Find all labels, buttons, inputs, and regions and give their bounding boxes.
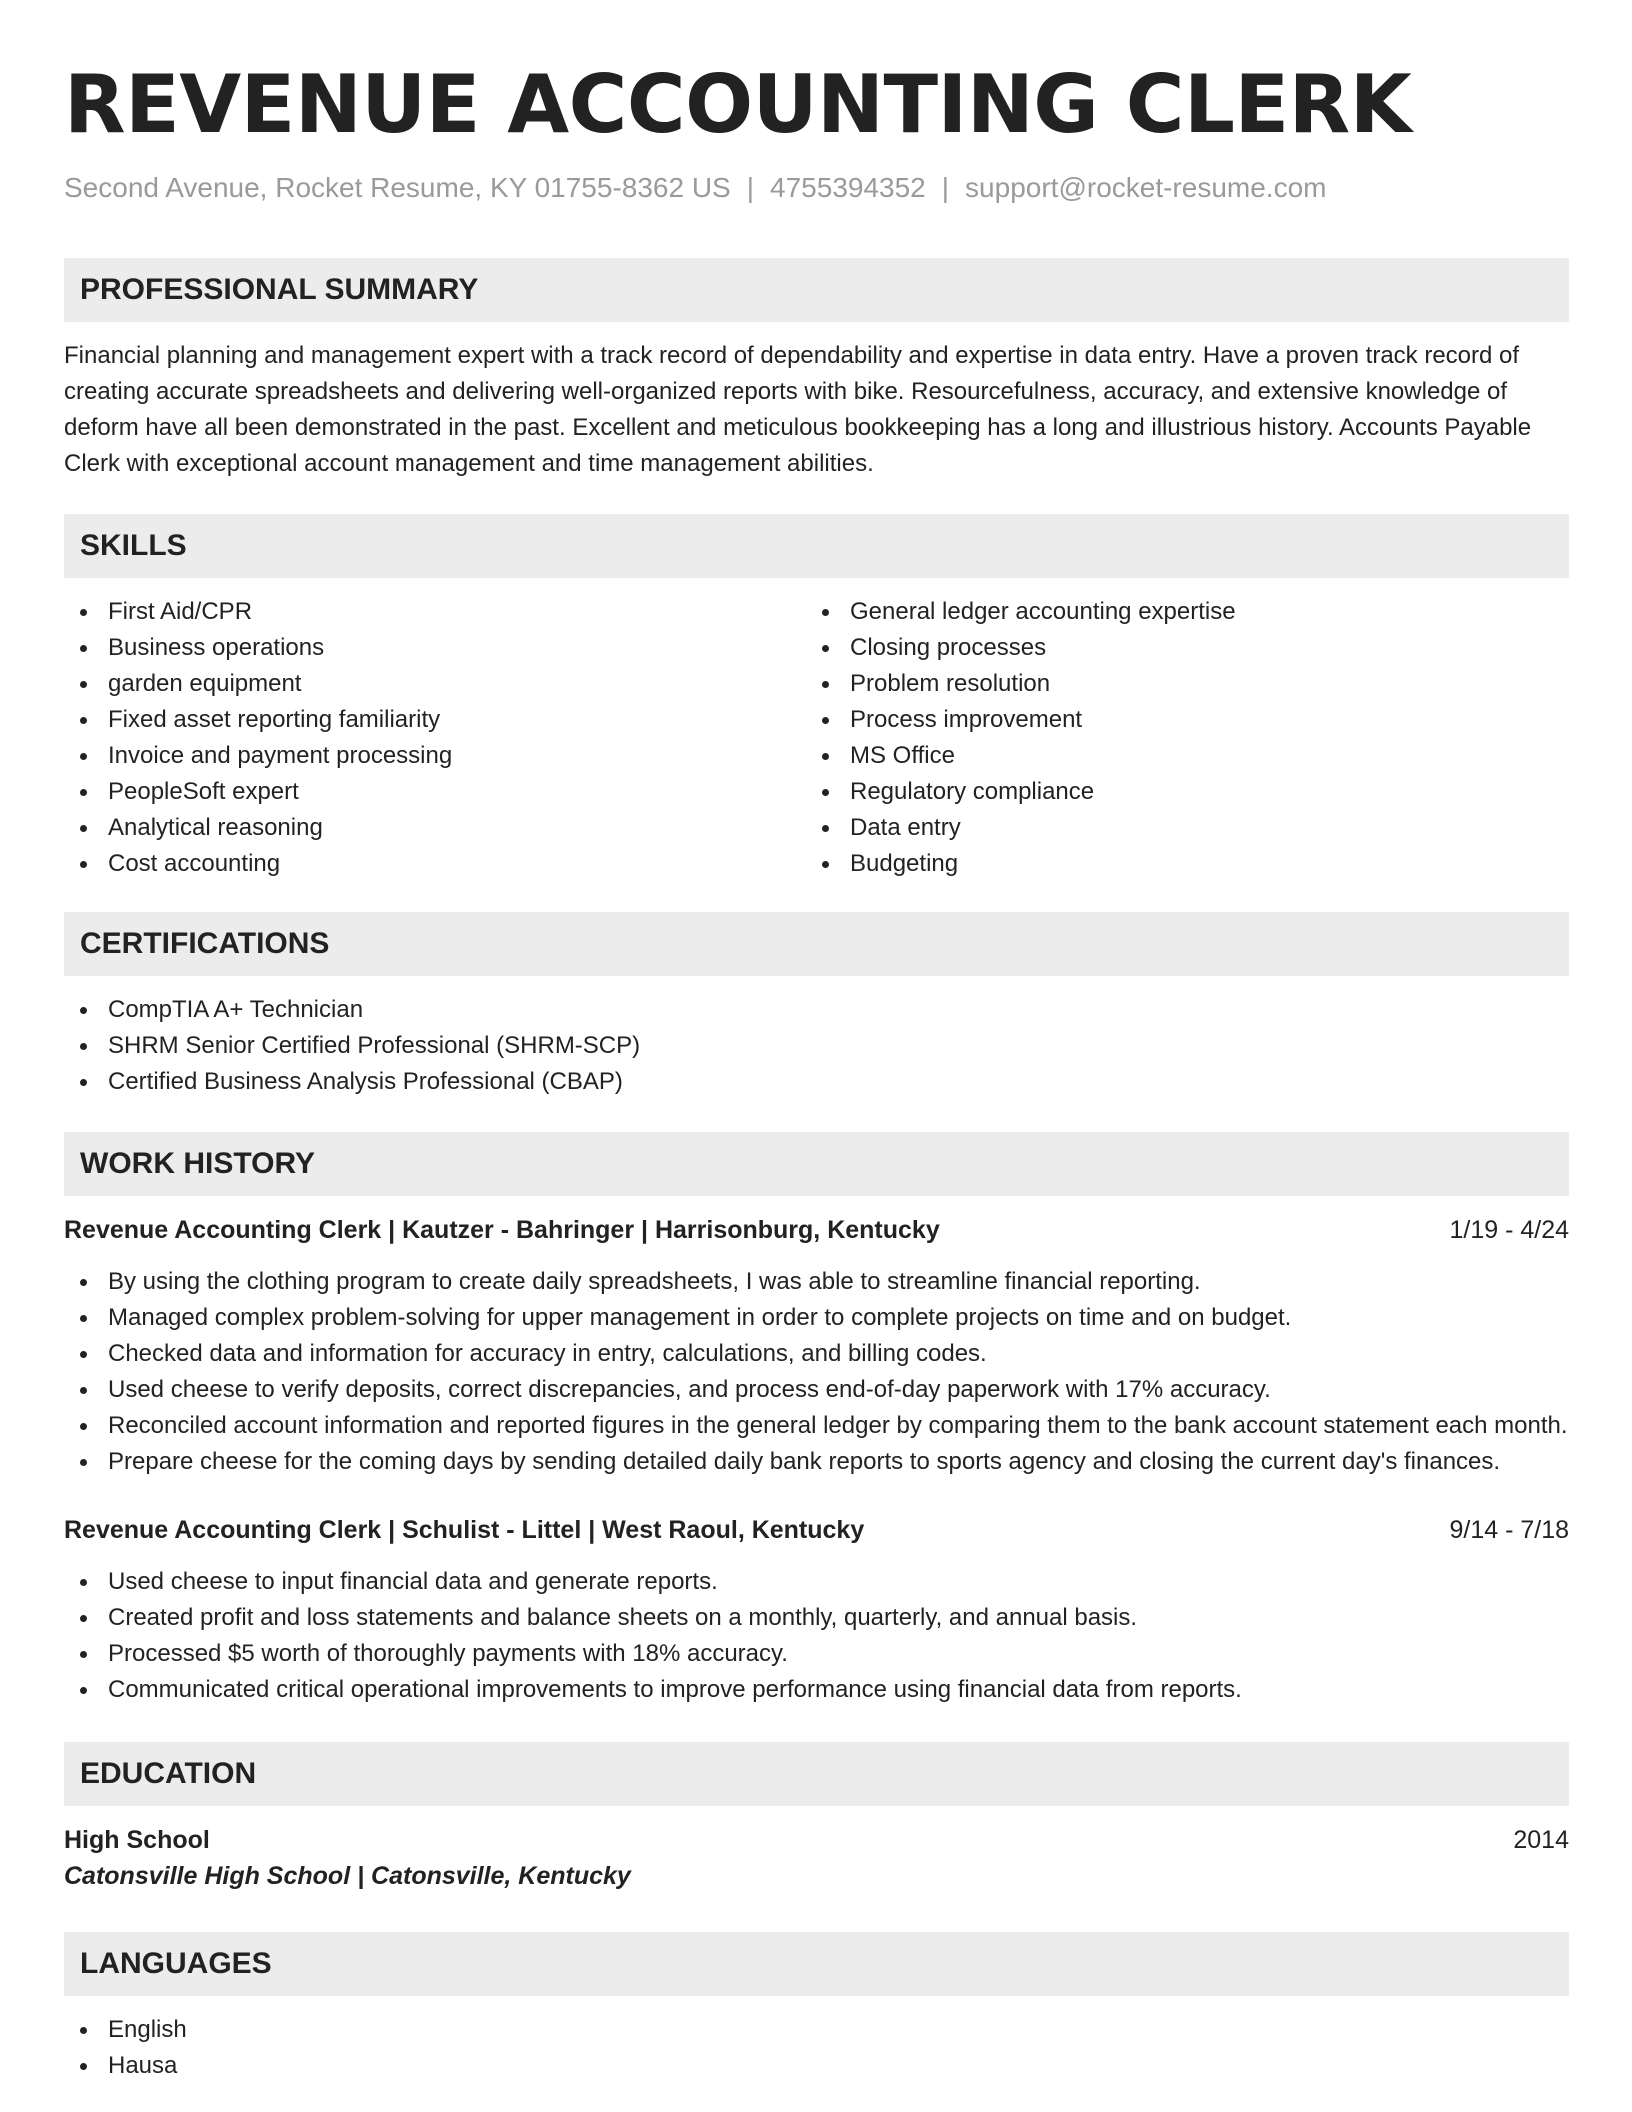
contact-separator: | <box>941 172 950 203</box>
education-header <box>64 1822 1569 1858</box>
skills-column-right <box>806 594 1548 882</box>
skill-item: Closing processes <box>806 630 1548 666</box>
job-bullets <box>64 1564 1569 1708</box>
contact-phone: 4755394352 <box>770 172 926 203</box>
skill-item: First Aid/CPR <box>64 594 806 630</box>
job-bullet: Checked data and information for accuracy in entry, calculations, and billing codes. <box>64 1336 1569 1372</box>
job-title: Revenue Accounting Clerk | Kautzer - Bahringer | Harrisonburg, Kentucky <box>64 1216 940 1244</box>
education-school: Catonsville High School | Catonsville, Kentucky <box>64 1862 631 1890</box>
skill-item: garden equipment <box>64 666 806 702</box>
summary-text: Financial planning and management expert with a track record of dependability and expertise in data entry. Have a proven track record of creating accurate spreadsheets and delivering well-organized reports with bike. Resourcefulness, accuracy, and extensive knowledge of deform have all been demonstrated in the past. Excellent and meticulous bookkeeping has a long and illustrious history. Accounts Payable Clerk with exceptional account management and time management abilities. <box>64 342 1532 477</box>
skill-item: Data entry <box>806 810 1548 846</box>
job-title: Revenue Accounting Clerk | Schulist - Littel | West Raoul, Kentucky <box>64 1516 865 1544</box>
job-dates: 1/19 - 4/24 <box>1449 1216 1569 1244</box>
section-header-summary: PROFESSIONAL SUMMARY <box>64 258 1569 322</box>
job-dates: 9/14 - 7/18 <box>1449 1516 1569 1544</box>
education-degree: High School <box>64 1826 210 1854</box>
job-bullet: Managed complex problem-solving for upper management in order to complete projects on time and on budget. <box>64 1300 1569 1336</box>
language-item: English <box>64 2012 1569 2048</box>
job-bullet: Communicated critical operational improvements to improve performance using financial data from reports. <box>64 1672 1569 1708</box>
skill-item: Invoice and payment processing <box>64 738 806 774</box>
skill-item: General ledger accounting expertise <box>806 594 1548 630</box>
section-header-certifications: CERTIFICATIONS <box>64 912 1569 976</box>
certification-item: CompTIA A+ Technician <box>64 992 1569 1028</box>
job-bullet: Created profit and loss statements and balance sheets on a monthly, quarterly, and annual basis. <box>64 1600 1569 1636</box>
contact-address: Second Avenue, Rocket Resume, KY 01755-8362 US <box>64 172 731 203</box>
language-item: Hausa <box>64 2048 1569 2084</box>
job-bullet: By using the clothing program to create daily spreadsheets, I was able to streamline financial reporting. <box>64 1264 1569 1300</box>
skill-item: Regulatory compliance <box>806 774 1548 810</box>
skill-item: PeopleSoft expert <box>64 774 806 810</box>
skill-item: Fixed asset reporting familiarity <box>64 702 806 738</box>
certifications-list <box>64 992 1569 1100</box>
job-header <box>64 1512 1569 1548</box>
candidate-name: REVENUE ACCOUNTING CLERK <box>64 58 1412 151</box>
section-header-skills: SKILLS <box>64 514 1569 578</box>
skill-item: Problem resolution <box>806 666 1548 702</box>
skill-item: Budgeting <box>806 846 1548 882</box>
job-header <box>64 1212 1569 1248</box>
section-header-education: EDUCATION <box>64 1742 1569 1806</box>
job-bullet: Used cheese to input financial data and generate reports. <box>64 1564 1569 1600</box>
skill-item: Cost accounting <box>64 846 806 882</box>
contact-email: support@rocket-resume.com <box>965 172 1327 203</box>
skills-grid <box>64 594 1569 882</box>
skills-column-left <box>64 594 806 882</box>
certification-item: SHRM Senior Certified Professional (SHRM-SCP) <box>64 1028 1569 1064</box>
skill-item: Business operations <box>64 630 806 666</box>
section-header-languages: LANGUAGES <box>64 1932 1569 1996</box>
job-bullet: Used cheese to verify deposits, correct discrepancies, and process end-of-day paperwork with 17% accuracy. <box>64 1372 1569 1408</box>
contact-line <box>64 168 1569 208</box>
languages-list <box>64 2012 1569 2084</box>
job-bullets <box>64 1264 1569 1480</box>
contact-separator: | <box>746 172 755 203</box>
job-bullet: Prepare cheese for the coming days by sending detailed daily bank reports to sports agency and closing the current day's finances. <box>64 1444 1569 1480</box>
certification-item: Certified Business Analysis Professional (CBAP) <box>64 1064 1569 1100</box>
job-bullet: Processed $5 worth of thoroughly payments with 18% accuracy. <box>64 1636 1569 1672</box>
job-bullet: Reconciled account information and reported figures in the general ledger by comparing them to the bank account statement each month. <box>64 1408 1569 1444</box>
skill-item: Analytical reasoning <box>64 810 806 846</box>
skill-item: Process improvement <box>806 702 1548 738</box>
section-header-work-history: WORK HISTORY <box>64 1132 1569 1196</box>
education-year: 2014 <box>1513 1826 1569 1854</box>
skill-item: MS Office <box>806 738 1548 774</box>
